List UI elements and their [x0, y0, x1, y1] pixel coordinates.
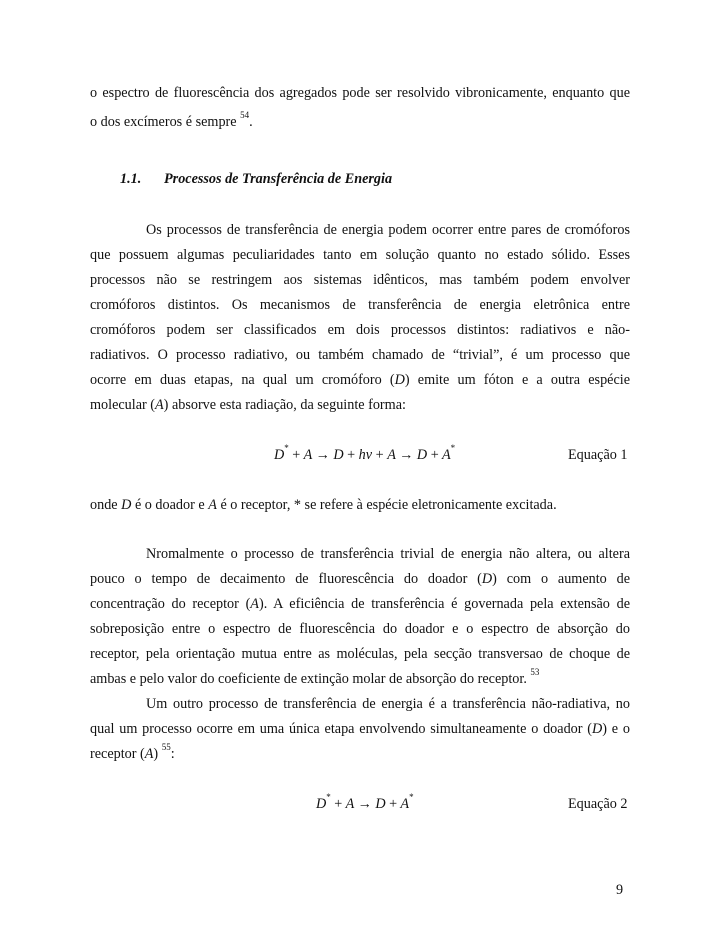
equation-1: [274, 445, 455, 465]
text-span: .: [249, 114, 253, 130]
text-line: [90, 669, 630, 689]
variable-d: D: [121, 497, 132, 513]
text-span: ) emite um fóton e a outra espécie: [404, 372, 630, 388]
variable-d: D: [481, 571, 493, 587]
variable-d: D: [394, 372, 405, 388]
eq-symbol: A: [442, 447, 451, 463]
variable-a: A: [144, 746, 154, 762]
eq-symbol: D: [274, 447, 285, 463]
text-span: o dos excímeros é sempre: [90, 114, 237, 130]
text-span: ambas e pelo valor do coeficiente de extinção molar de absorção do receptor.: [90, 671, 527, 687]
text-line: [90, 594, 630, 614]
eq-symbol: A: [345, 796, 355, 812]
eq-operator: +: [430, 447, 439, 463]
text-line: [90, 495, 630, 515]
text-span: pouco o tempo de decaimento de fluorescência do doador (: [90, 571, 482, 587]
text-line: [90, 744, 630, 764]
variable-a: A: [155, 397, 164, 413]
text-span: é o receptor, * se refere à espécie eletronicamente excitada.: [216, 497, 557, 513]
section-number: 1.1.: [120, 171, 142, 187]
eq-operator: +: [334, 796, 343, 812]
eq-operator: +: [292, 447, 301, 463]
variable-d: D: [592, 721, 603, 737]
citation-ref: 53: [530, 667, 540, 678]
text-span: onde: [90, 497, 122, 513]
text-line: receptor, pela orientação mutua entre as moléculas, pela secção transversao de choque de: [90, 646, 630, 662]
text-line: [90, 569, 630, 589]
text-line: Os processos de transferência de energia podem ocorrer entre pares de cromóforos: [146, 222, 630, 238]
eq-symbol: A: [387, 447, 396, 463]
eq-superscript: *: [409, 792, 414, 803]
equation-label: Equação 2: [568, 796, 628, 812]
variable-a: A: [250, 596, 259, 612]
eq-operator: +: [389, 796, 398, 812]
citation-ref: 55: [161, 742, 171, 753]
equation-2: [316, 794, 414, 814]
text-span: é o doador e: [131, 497, 209, 513]
text-line: [90, 112, 630, 132]
section-title: Processos de Transferência de Energia: [164, 171, 393, 187]
text-line: sobreposição entre o espectro de fluorescência do doador e o espectro de absorção do: [90, 621, 630, 637]
eq-operator: +: [347, 447, 356, 463]
text-span: ) e o: [602, 721, 630, 737]
eq-symbol: h: [358, 447, 366, 463]
text-span: ocorre em duas etapas, na qual um cromóforo (: [90, 372, 395, 388]
text-line: radiativos. O processo radiativo, ou também chamado de “trivial”, é um processo que: [90, 347, 630, 363]
text-line: cromóforos podem ser classificados em dois processos distintos: radiativos e não-: [90, 322, 630, 338]
eq-symbol: D: [416, 447, 428, 463]
eq-symbol: A: [303, 447, 313, 463]
equation-label: Equação 1: [568, 447, 628, 463]
eq-arrow: →: [399, 447, 414, 463]
text-span: receptor (: [90, 746, 145, 762]
eq-arrow: →: [357, 796, 372, 812]
eq-symbol: D: [316, 796, 327, 812]
text-span: ) com o aumento de: [492, 571, 630, 587]
text-line: o espectro de fluorescência dos agregados pode ser resolvido vibronicamente, enquanto que: [90, 85, 630, 101]
text-line: que possuem algumas peculiaridades tanto em solução quanto no estado sólido. Esses: [90, 247, 630, 263]
text-span: concentração do receptor (: [90, 596, 251, 612]
citation-ref: 54: [240, 110, 250, 121]
text-span: :: [170, 746, 175, 762]
eq-superscript: *: [450, 443, 456, 454]
section-heading: [120, 171, 392, 188]
eq-symbol: A: [400, 796, 410, 812]
eq-symbol: D: [375, 796, 386, 812]
text-line: cromóforos distintos. Os mecanismos de transferência de energia eletrônica entre: [90, 297, 630, 313]
text-span: ): [153, 746, 159, 762]
text-line: [90, 719, 630, 739]
text-span: molecular (: [90, 397, 155, 413]
text-line: [90, 370, 630, 390]
eq-superscript: *: [284, 443, 289, 454]
eq-superscript: *: [326, 792, 331, 803]
eq-symbol: ν: [365, 447, 373, 463]
eq-operator: +: [375, 447, 384, 463]
eq-arrow: →: [315, 447, 330, 463]
text-span: ). A eficiência de transferência é governada pela extensão de: [258, 596, 630, 612]
page-number: 9: [616, 882, 624, 898]
text-line: [90, 395, 630, 415]
variable-a: A: [208, 497, 217, 513]
text-span: qual um processo ocorre em uma única etapa envolvendo simultaneamente o doador (: [90, 721, 593, 737]
text-line: Nromalmente o processo de transferência trivial de energia não altera, ou altera: [146, 546, 630, 562]
text-line: processos não se restringem aos sistemas idênticos, mas também podem envolver: [90, 272, 630, 288]
eq-symbol: D: [333, 447, 344, 463]
text-span: ) absorve esta radiação, da seguinte forma:: [163, 397, 406, 413]
text-line: Um outro processo de transferência de energia é a transferência não-radiativa, no: [146, 696, 630, 712]
